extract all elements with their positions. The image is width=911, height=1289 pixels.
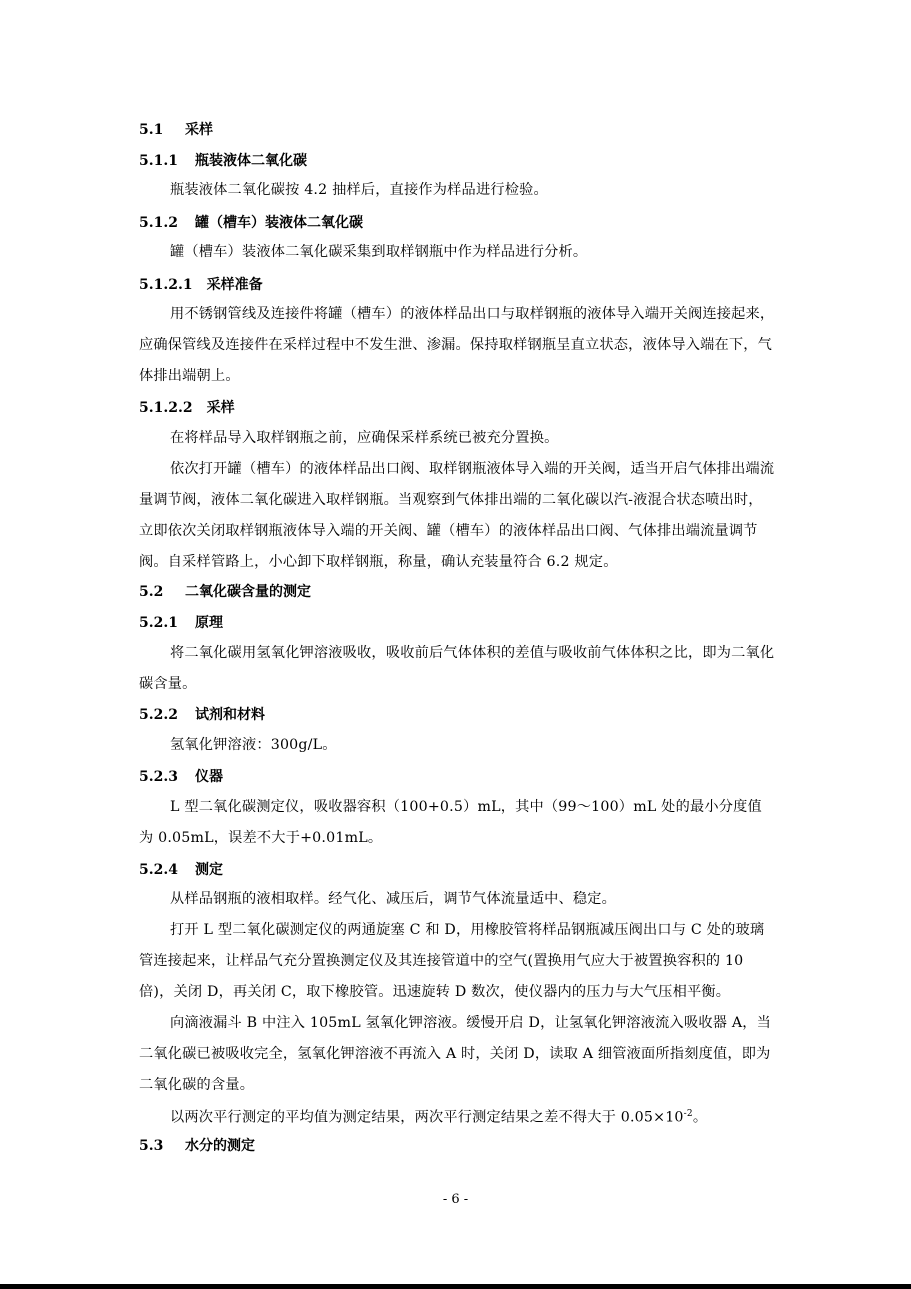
heading-number: 5.1.2.2 bbox=[139, 400, 193, 416]
heading-title: 采样准备 bbox=[206, 277, 263, 293]
paragraph: 用不锈钢管线及连接件将罐（槽车）的液体样品出口与取样钢瓶的液体导入端开关阀连接起来，应确保管线及连接件在采样过程中不发生泄、渗漏。保持取样钢瓶呈直立状态，液体导入端在下，气体排出端朝上。 bbox=[139, 306, 775, 384]
heading-title: 测定 bbox=[195, 862, 223, 878]
paragraph: 向滴液漏斗 B 中注入 105mL 氢氧化钾溶液。缓慢开启 D，让氢氧化钾溶液流入吸收器 A，当二氧化碳已被吸收完全，氢氧化钾溶液不再流入 A 时，关闭 D，读取 A 细管液面所指刻度值，即为二氧化碳的含量。 bbox=[139, 1015, 772, 1093]
bottom-border bbox=[0, 1284, 911, 1289]
heading-5-2-4 bbox=[139, 861, 223, 879]
heading-number: 5.2 bbox=[139, 584, 164, 600]
heading-title: 仪器 bbox=[195, 769, 223, 785]
paragraph: 在将样品导入取样钢瓶之前，应确保采样系统已被充分置换。 bbox=[170, 430, 559, 446]
heading-title: 原理 bbox=[195, 615, 223, 631]
heading-5-2-2 bbox=[139, 706, 265, 724]
heading-5-1-2 bbox=[139, 214, 363, 232]
heading-title: 采样 bbox=[206, 400, 235, 416]
heading-title: 采样 bbox=[185, 122, 213, 138]
paragraph: 将二氧化碳用氢氧化钾溶液吸收，吸收前后气体体积的差值与吸收前气体体积之比，即为二氧化碳含量。 bbox=[139, 645, 775, 692]
heading-5-2-1 bbox=[139, 614, 223, 632]
paragraph: L 型二氧化碳测定仪，吸收器容积（100+0.5）mL，其中（99～100）mL 处的最小分度值为 0.05mL，误差不大于+0.01mL。 bbox=[139, 799, 762, 846]
heading-5-1-1 bbox=[139, 152, 307, 170]
heading-number: 5.1.2 bbox=[139, 215, 178, 231]
paragraph-text: 以两次平行测定的平均值为测定结果，两次平行测定结果之差不得大于 0.05×10 bbox=[170, 1109, 684, 1126]
page-number: - 6 - bbox=[442, 1192, 469, 1207]
paragraph: 氢氧化钾溶液：300g/L。 bbox=[170, 737, 337, 753]
heading-number: 5.2.4 bbox=[139, 862, 178, 878]
heading-number: 5.2.2 bbox=[139, 707, 178, 723]
heading-5-2-3 bbox=[139, 768, 223, 786]
superscript-exponent: -2 bbox=[683, 1109, 693, 1119]
heading-title: 罐（槽车）装液体二氧化碳 bbox=[195, 215, 363, 231]
paragraph bbox=[139, 1099, 775, 1134]
heading-title: 瓶装液体二氧化碳 bbox=[195, 153, 307, 169]
paragraph: 打开 L 型二氧化碳测定仪的两通旋塞 C 和 D，用橡胶管将样品钢瓶减压阀出口与 C 处的玻璃管连接起来，让样品气充分置换测定仪及其连接管道中的空气(置换用气应大于被置换容积的 10 倍)，关闭 D，再关闭 C，取下橡胶管。迅速旋转 D 数次，使仪器内的压力与大气压相平衡。 bbox=[139, 922, 765, 1000]
heading-number: 5.3 bbox=[139, 1138, 164, 1154]
heading-5-1-2-1 bbox=[139, 276, 263, 294]
heading-5-1-2-2 bbox=[139, 399, 235, 417]
heading-title: 试剂和材料 bbox=[195, 707, 265, 723]
heading-5-3 bbox=[139, 1137, 255, 1155]
paragraph-tail: 。 bbox=[692, 1109, 708, 1126]
heading-number: 5.1.2.1 bbox=[139, 277, 193, 293]
paragraph: 瓶装液体二氧化碳按 4.2 抽样后，直接作为样品进行检验。 bbox=[170, 182, 548, 198]
heading-5-2 bbox=[139, 583, 311, 601]
heading-number: 5.1 bbox=[139, 122, 164, 138]
heading-number: 5.2.1 bbox=[139, 615, 178, 631]
heading-title: 水分的测定 bbox=[185, 1138, 255, 1154]
paragraph: 罐（槽车）装液体二氧化碳采集到取样钢瓶中作为样品进行分析。 bbox=[170, 244, 588, 260]
paragraph: 依次打开罐（槽车）的液体样品出口阀、取样钢瓶液体导入端的开关阀，适当开启气体排出端流量调节阀，液体二氧化碳进入取样钢瓶。当观察到气体排出端的二氧化碳以汽-液混合状态喷出时，立即依次关闭取样钢瓶液体导入端的开关阀、罐（槽车）的液体样品出口阀、气体排出端流量调节阀。自采样管路上，小心卸下取样钢瓶，称量，确认充装量符合 6.2 规定。 bbox=[139, 461, 775, 570]
paragraph: 从样品钢瓶的液相取样。经气化、减压后，调节气体流量适中、稳定。 bbox=[170, 891, 617, 907]
heading-title: 二氧化碳含量的测定 bbox=[185, 584, 311, 600]
heading-5-1 bbox=[139, 121, 213, 139]
heading-number: 5.2.3 bbox=[139, 769, 178, 785]
heading-number: 5.1.1 bbox=[139, 153, 178, 169]
